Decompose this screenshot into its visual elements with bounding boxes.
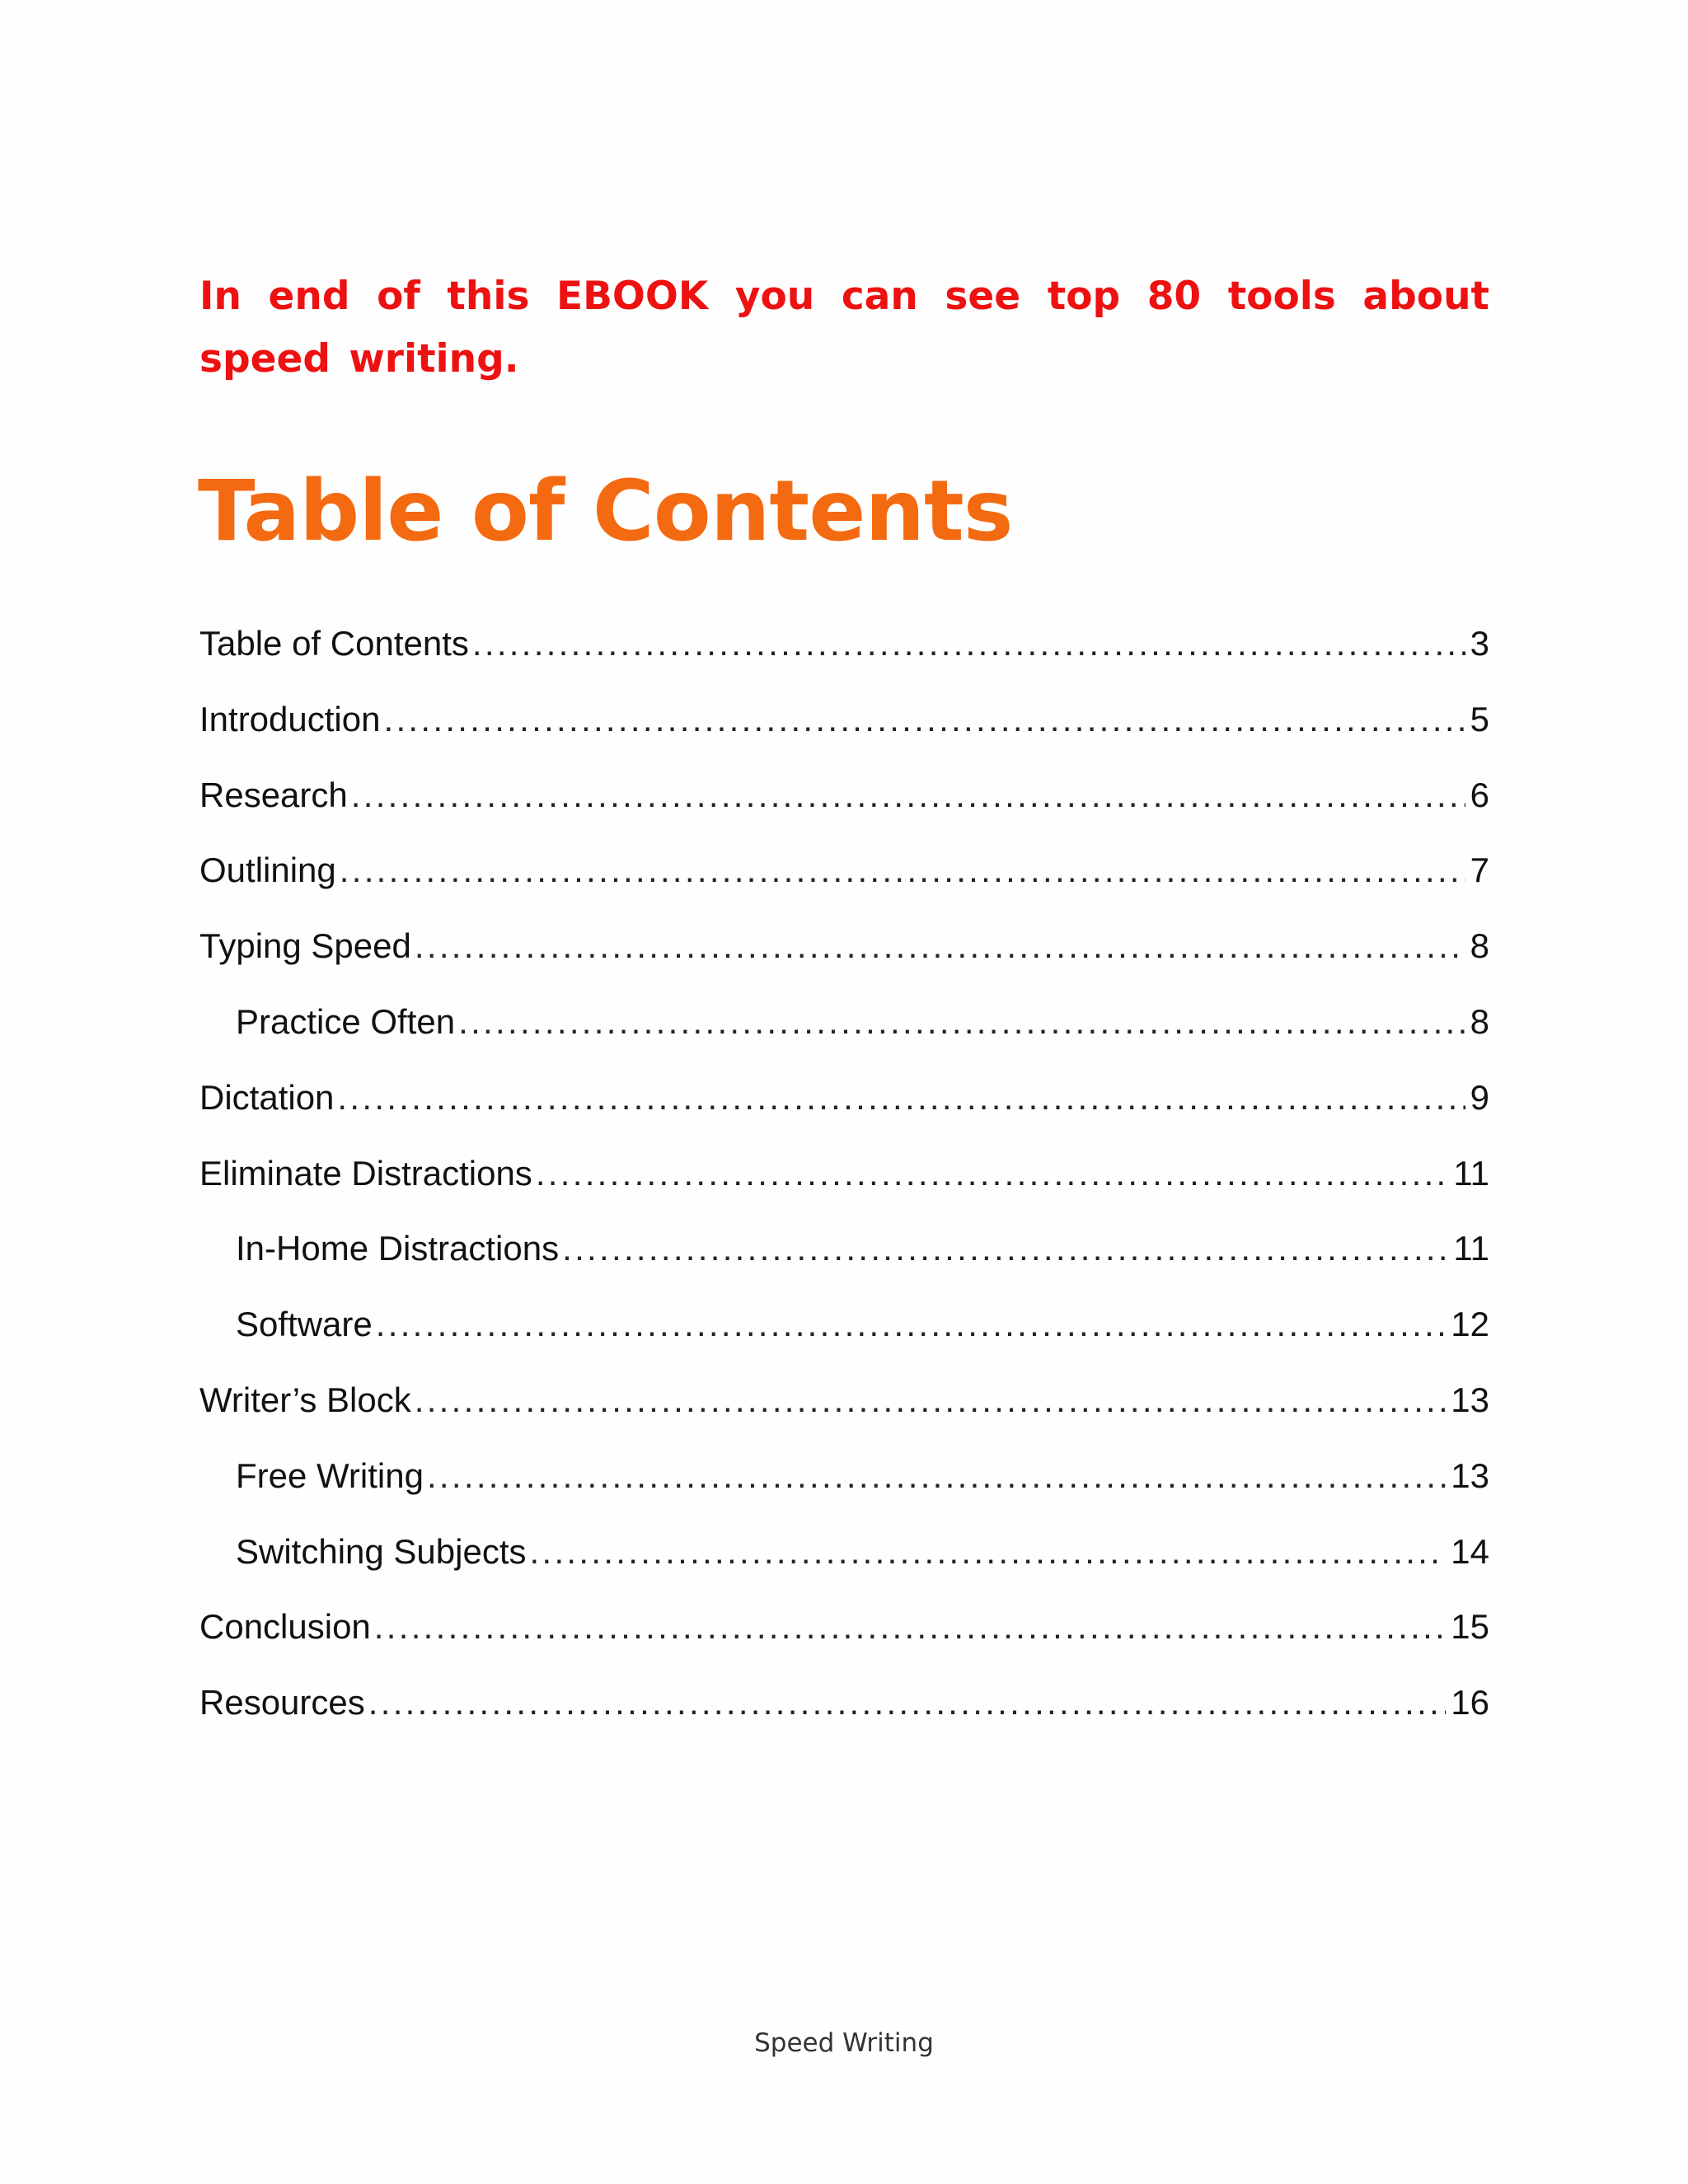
toc-entry-eliminate-distractions[interactable] xyxy=(199,1154,1489,1230)
toc-entry-title: Resources xyxy=(199,1683,365,1722)
toc-entry-title: Free Writing xyxy=(236,1455,424,1495)
toc-entry-page: 13 xyxy=(1451,1455,1489,1495)
toc-entry-title: Introduction xyxy=(199,699,381,738)
table-of-contents xyxy=(199,624,1489,1759)
toc-entry-title: Software xyxy=(236,1305,373,1344)
toc-dot-leader xyxy=(374,1607,1446,1647)
toc-entry-practice-often[interactable] xyxy=(199,1002,1489,1078)
toc-entry-title: Outlining xyxy=(199,851,336,890)
toc-dot-leader xyxy=(472,624,1465,663)
toc-entry-page: 3 xyxy=(1470,624,1489,663)
toc-dot-leader xyxy=(351,776,1465,815)
toc-entry-page: 12 xyxy=(1451,1305,1489,1344)
toc-entry-page: 5 xyxy=(1470,699,1489,738)
toc-entry-title: Dictation xyxy=(199,1077,335,1117)
toc-dot-leader xyxy=(340,851,1465,890)
toc-dot-leader xyxy=(458,1002,1465,1042)
toc-entry-page: 8 xyxy=(1470,926,1489,966)
toc-dot-leader xyxy=(536,1154,1449,1193)
toc-entry-page: 7 xyxy=(1470,851,1489,890)
toc-entry-title: Typing Speed xyxy=(199,926,411,966)
intro-note: In end of this EBOOK you can see top 80 tools about speed writing. xyxy=(199,274,1489,382)
page-footer: Speed Writing xyxy=(754,2028,934,2058)
toc-entry-switching-subjects[interactable] xyxy=(199,1532,1489,1608)
toc-entry-title: Conclusion xyxy=(199,1607,371,1647)
toc-entry-typing-speed[interactable] xyxy=(199,926,1489,1002)
toc-entry-page: 11 xyxy=(1453,1229,1489,1268)
toc-entry-in-home-distractions[interactable] xyxy=(199,1229,1489,1305)
toc-entry-page: 9 xyxy=(1470,1077,1489,1117)
toc-dot-leader xyxy=(530,1532,1447,1572)
toc-entry-resources[interactable] xyxy=(199,1683,1489,1759)
toc-dot-leader xyxy=(562,1229,1448,1268)
toc-entry-page: 8 xyxy=(1470,1001,1489,1041)
toc-entry-writers-block[interactable] xyxy=(199,1380,1489,1456)
toc-dot-leader xyxy=(383,700,1465,739)
toc-entry-title: Practice Often xyxy=(236,1001,456,1041)
toc-entry-title: Writer’s Block xyxy=(199,1380,411,1419)
toc-entry-conclusion[interactable] xyxy=(199,1607,1489,1683)
toc-entry-table-of-contents[interactable] xyxy=(199,624,1489,700)
toc-dot-leader xyxy=(415,926,1465,966)
toc-entry-title: Eliminate Distractions xyxy=(199,1153,532,1193)
toc-entry-page: 15 xyxy=(1451,1607,1489,1647)
toc-entry-page: 6 xyxy=(1470,775,1489,814)
toc-entry-outlining[interactable] xyxy=(199,851,1489,926)
toc-entry-page: 13 xyxy=(1451,1380,1489,1419)
toc-dot-leader xyxy=(427,1456,1446,1496)
toc-entry-page: 14 xyxy=(1451,1531,1489,1571)
toc-dot-leader xyxy=(337,1078,1465,1118)
toc-entry-title: Research xyxy=(199,775,348,814)
page-title: Table of Contents xyxy=(198,462,1013,560)
toc-entry-title: Switching Subjects xyxy=(236,1531,527,1571)
toc-entry-title: In-Home Distractions xyxy=(236,1229,560,1268)
toc-dot-leader xyxy=(368,1683,1447,1722)
toc-entry-title: Table of Contents xyxy=(199,624,469,663)
toc-entry-dictation[interactable] xyxy=(199,1078,1489,1154)
toc-entry-research[interactable] xyxy=(199,776,1489,851)
toc-entry-page: 16 xyxy=(1451,1683,1489,1722)
toc-entry-introduction[interactable] xyxy=(199,700,1489,776)
toc-entry-page: 11 xyxy=(1453,1153,1489,1193)
toc-entry-software[interactable] xyxy=(199,1305,1489,1380)
toc-dot-leader xyxy=(376,1305,1447,1344)
toc-dot-leader xyxy=(415,1380,1447,1420)
toc-entry-free-writing[interactable] xyxy=(199,1456,1489,1532)
